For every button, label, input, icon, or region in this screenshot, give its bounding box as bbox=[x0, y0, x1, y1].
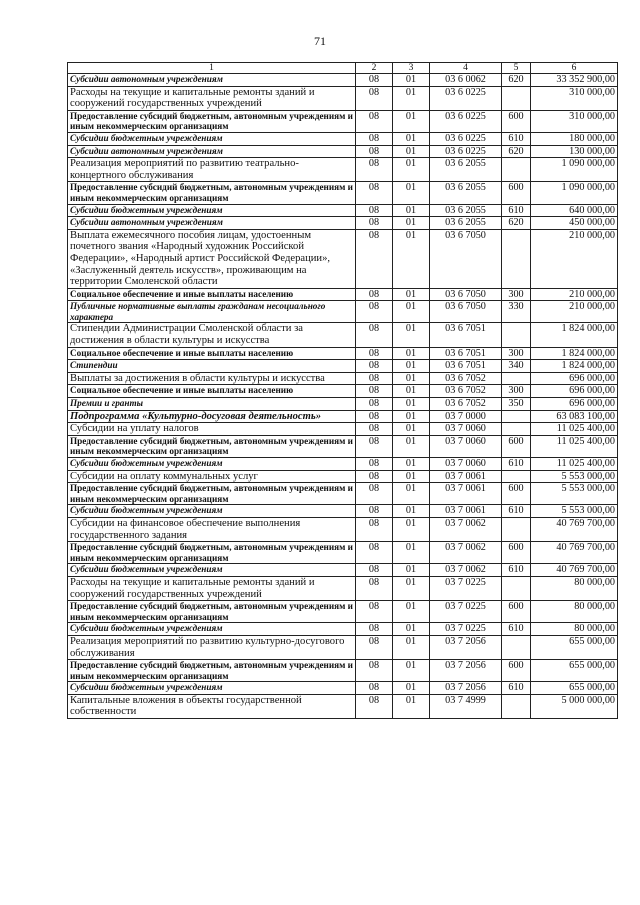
row-name-cell: Публичные нормативные выплаты гражданам несоциального характера bbox=[68, 301, 356, 323]
row-section-cell: 08 bbox=[356, 682, 393, 695]
table-row bbox=[68, 458, 618, 471]
row-name-cell: Стипендии Администрации Смоленской области за достижения в области культуры и искусства bbox=[68, 323, 356, 347]
column-header-1: 1 bbox=[68, 63, 356, 74]
row-subsection-cell: 01 bbox=[393, 623, 430, 636]
row-subsection-cell: 01 bbox=[393, 458, 430, 471]
row-amount-cell: 696 000,00 bbox=[531, 385, 618, 398]
table-row bbox=[68, 505, 618, 518]
row-target-code-cell: 03 7 2056 bbox=[430, 660, 502, 682]
table-row bbox=[68, 564, 618, 577]
table-row bbox=[68, 288, 618, 301]
row-subsection-cell: 01 bbox=[393, 505, 430, 518]
row-subsection-cell: 01 bbox=[393, 483, 430, 505]
row-target-code-cell: 03 7 0060 bbox=[430, 458, 502, 471]
row-expense-type-cell: 600 bbox=[502, 660, 531, 682]
row-subsection-cell: 01 bbox=[393, 601, 430, 623]
row-target-code-cell: 03 6 2055 bbox=[430, 158, 502, 182]
row-subsection-cell: 01 bbox=[393, 301, 430, 323]
row-name-cell: Субсидии бюджетным учреждениям bbox=[68, 458, 356, 471]
column-header-3: 3 bbox=[393, 63, 430, 74]
row-target-code-cell: 03 7 0061 bbox=[430, 470, 502, 483]
row-amount-cell: 655 000,00 bbox=[531, 660, 618, 682]
row-subsection-cell: 01 bbox=[393, 217, 430, 230]
row-section-cell: 08 bbox=[356, 74, 393, 87]
row-name-cell: Социальное обеспечение и иные выплаты населению bbox=[68, 288, 356, 301]
row-expense-type-cell bbox=[502, 229, 531, 288]
table-row bbox=[68, 660, 618, 682]
row-section-cell: 08 bbox=[356, 288, 393, 301]
row-target-code-cell: 03 6 2055 bbox=[430, 182, 502, 204]
row-expense-type-cell: 610 bbox=[502, 204, 531, 217]
table-row bbox=[68, 86, 618, 110]
table-row bbox=[68, 347, 618, 360]
table-row bbox=[68, 158, 618, 182]
row-target-code-cell: 03 7 0060 bbox=[430, 435, 502, 457]
row-expense-type-cell bbox=[502, 470, 531, 483]
row-target-code-cell: 03 7 0062 bbox=[430, 564, 502, 577]
table-row bbox=[68, 635, 618, 659]
row-section-cell: 08 bbox=[356, 542, 393, 564]
row-section-cell: 08 bbox=[356, 505, 393, 518]
row-name-cell: Выплаты за достижения в области культуры и искусства bbox=[68, 372, 356, 385]
row-amount-cell: 40 769 700,00 bbox=[531, 564, 618, 577]
row-amount-cell: 1 090 000,00 bbox=[531, 158, 618, 182]
row-amount-cell: 80 000,00 bbox=[531, 623, 618, 636]
row-section-cell: 08 bbox=[356, 132, 393, 145]
row-section-cell: 08 bbox=[356, 576, 393, 600]
row-expense-type-cell: 600 bbox=[502, 601, 531, 623]
table-header-row bbox=[68, 63, 618, 74]
row-name-cell: Субсидии бюджетным учреждениям bbox=[68, 204, 356, 217]
row-expense-type-cell: 600 bbox=[502, 483, 531, 505]
row-subsection-cell: 01 bbox=[393, 564, 430, 577]
row-subsection-cell: 01 bbox=[393, 110, 430, 132]
page-number: 71 bbox=[314, 34, 326, 48]
row-target-code-cell: 03 7 0062 bbox=[430, 542, 502, 564]
table-row bbox=[68, 542, 618, 564]
row-name-cell: Субсидии автономным учреждениям bbox=[68, 145, 356, 158]
row-amount-cell: 5 000 000,00 bbox=[531, 694, 618, 718]
row-name-cell: Расходы на текущие и капитальные ремонты зданий и сооружений государственных учреждений bbox=[68, 576, 356, 600]
row-name-cell: Капитальные вложения в объекты государственной собственности bbox=[68, 694, 356, 718]
row-expense-type-cell: 340 bbox=[502, 360, 531, 373]
row-section-cell: 08 bbox=[356, 694, 393, 718]
column-header-6: 6 bbox=[531, 63, 618, 74]
row-subsection-cell: 01 bbox=[393, 204, 430, 217]
table-row bbox=[68, 204, 618, 217]
row-target-code-cell: 03 7 0225 bbox=[430, 623, 502, 636]
row-name-cell: Выплата ежемесячного пособия лицам, удостоенным почетного звания «Народный художник Российской Федерации», «Народный артист Российской Федерации», «Заслуженный деятель искусств», проживающим на территории Смоленской области bbox=[68, 229, 356, 288]
table-row bbox=[68, 470, 618, 483]
table-row bbox=[68, 110, 618, 132]
row-section-cell: 08 bbox=[356, 204, 393, 217]
row-target-code-cell: 03 7 0060 bbox=[430, 423, 502, 436]
table-row bbox=[68, 145, 618, 158]
row-target-code-cell: 03 6 2055 bbox=[430, 204, 502, 217]
row-amount-cell: 1 824 000,00 bbox=[531, 360, 618, 373]
row-target-code-cell: 03 6 0225 bbox=[430, 145, 502, 158]
row-amount-cell: 696 000,00 bbox=[531, 372, 618, 385]
row-expense-type-cell bbox=[502, 410, 531, 423]
column-header-4: 4 bbox=[430, 63, 502, 74]
column-header-5: 5 bbox=[502, 63, 531, 74]
row-name-cell: Субсидии на уплату налогов bbox=[68, 423, 356, 436]
row-name-cell: Предоставление субсидий бюджетным, автономным учреждениям и иным некоммерческим организациям bbox=[68, 483, 356, 505]
row-amount-cell: 80 000,00 bbox=[531, 576, 618, 600]
row-subsection-cell: 01 bbox=[393, 660, 430, 682]
row-name-cell: Субсидии бюджетным учреждениям bbox=[68, 623, 356, 636]
row-target-code-cell: 03 6 7052 bbox=[430, 372, 502, 385]
row-target-code-cell: 03 7 2056 bbox=[430, 682, 502, 695]
row-name-cell: Реализация мероприятий по развитию культурно-досугового обслуживания bbox=[68, 635, 356, 659]
table-row bbox=[68, 360, 618, 373]
table-row bbox=[68, 301, 618, 323]
row-subsection-cell: 01 bbox=[393, 347, 430, 360]
row-target-code-cell: 03 6 7051 bbox=[430, 347, 502, 360]
table-row bbox=[68, 517, 618, 541]
row-subsection-cell: 01 bbox=[393, 360, 430, 373]
row-subsection-cell: 01 bbox=[393, 635, 430, 659]
row-subsection-cell: 01 bbox=[393, 410, 430, 423]
row-name-cell: Расходы на текущие и капитальные ремонты зданий и сооружений государственных учреждений bbox=[68, 86, 356, 110]
table-row bbox=[68, 398, 618, 411]
row-target-code-cell: 03 6 0225 bbox=[430, 132, 502, 145]
row-amount-cell: 640 000,00 bbox=[531, 204, 618, 217]
row-name-cell: Субсидии бюджетным учреждениям bbox=[68, 505, 356, 518]
budget-table bbox=[67, 62, 618, 719]
row-section-cell: 08 bbox=[356, 347, 393, 360]
row-expense-type-cell bbox=[502, 694, 531, 718]
table-row bbox=[68, 682, 618, 695]
row-amount-cell: 1 090 000,00 bbox=[531, 182, 618, 204]
row-amount-cell: 210 000,00 bbox=[531, 229, 618, 288]
row-subsection-cell: 01 bbox=[393, 694, 430, 718]
row-target-code-cell: 03 7 0062 bbox=[430, 517, 502, 541]
row-section-cell: 08 bbox=[356, 517, 393, 541]
row-name-cell: Предоставление субсидий бюджетным, автономным учреждениям и иным некоммерческим организациям bbox=[68, 435, 356, 457]
row-section-cell: 08 bbox=[356, 660, 393, 682]
row-amount-cell: 1 824 000,00 bbox=[531, 347, 618, 360]
row-name-cell: Субсидии на финансовое обеспечение выполнения государственного задания bbox=[68, 517, 356, 541]
row-target-code-cell: 03 6 7050 bbox=[430, 229, 502, 288]
row-expense-type-cell bbox=[502, 517, 531, 541]
table-row bbox=[68, 229, 618, 288]
table-row bbox=[68, 435, 618, 457]
table-row bbox=[68, 132, 618, 145]
row-expense-type-cell: 610 bbox=[502, 132, 531, 145]
row-amount-cell: 180 000,00 bbox=[531, 132, 618, 145]
row-expense-type-cell: 300 bbox=[502, 288, 531, 301]
row-target-code-cell: 03 6 7052 bbox=[430, 385, 502, 398]
table-row bbox=[68, 372, 618, 385]
row-expense-type-cell: 620 bbox=[502, 217, 531, 230]
row-section-cell: 08 bbox=[356, 86, 393, 110]
row-name-cell: Социальное обеспечение и иные выплаты населению bbox=[68, 385, 356, 398]
row-subsection-cell: 01 bbox=[393, 323, 430, 347]
row-name-cell: Субсидии автономным учреждениям bbox=[68, 217, 356, 230]
row-section-cell: 08 bbox=[356, 323, 393, 347]
row-section-cell: 08 bbox=[356, 623, 393, 636]
row-expense-type-cell: 600 bbox=[502, 435, 531, 457]
row-subsection-cell: 01 bbox=[393, 288, 430, 301]
row-expense-type-cell: 350 bbox=[502, 398, 531, 411]
budget-table-body bbox=[68, 63, 618, 719]
row-expense-type-cell bbox=[502, 372, 531, 385]
row-section-cell: 08 bbox=[356, 564, 393, 577]
row-target-code-cell: 03 6 7052 bbox=[430, 398, 502, 411]
table-row bbox=[68, 217, 618, 230]
row-target-code-cell: 03 7 0061 bbox=[430, 483, 502, 505]
row-expense-type-cell: 620 bbox=[502, 145, 531, 158]
row-subsection-cell: 01 bbox=[393, 385, 430, 398]
table-row bbox=[68, 423, 618, 436]
row-subsection-cell: 01 bbox=[393, 542, 430, 564]
row-amount-cell: 696 000,00 bbox=[531, 398, 618, 411]
row-target-code-cell: 03 6 0062 bbox=[430, 74, 502, 87]
row-section-cell: 08 bbox=[356, 372, 393, 385]
row-section-cell: 08 bbox=[356, 217, 393, 230]
row-name-cell: Субсидии бюджетным учреждениям bbox=[68, 682, 356, 695]
table-row bbox=[68, 576, 618, 600]
row-subsection-cell: 01 bbox=[393, 145, 430, 158]
row-expense-type-cell: 600 bbox=[502, 542, 531, 564]
column-header-2: 2 bbox=[356, 63, 393, 74]
row-subsection-cell: 01 bbox=[393, 132, 430, 145]
row-subsection-cell: 01 bbox=[393, 470, 430, 483]
row-expense-type-cell bbox=[502, 576, 531, 600]
row-expense-type-cell: 610 bbox=[502, 623, 531, 636]
row-subsection-cell: 01 bbox=[393, 398, 430, 411]
row-name-cell: Подпрограмма «Культурно-досуговая деятельность» bbox=[68, 410, 356, 423]
row-section-cell: 08 bbox=[356, 182, 393, 204]
row-target-code-cell: 03 7 0061 bbox=[430, 505, 502, 518]
row-name-cell: Предоставление субсидий бюджетным, автономным учреждениям и иным некоммерческим организациям bbox=[68, 182, 356, 204]
row-amount-cell: 210 000,00 bbox=[531, 301, 618, 323]
row-section-cell: 08 bbox=[356, 398, 393, 411]
row-name-cell: Социальное обеспечение и иные выплаты населению bbox=[68, 347, 356, 360]
row-expense-type-cell: 610 bbox=[502, 505, 531, 518]
table-row bbox=[68, 623, 618, 636]
row-target-code-cell: 03 6 0225 bbox=[430, 86, 502, 110]
row-expense-type-cell: 300 bbox=[502, 385, 531, 398]
row-section-cell: 08 bbox=[356, 483, 393, 505]
row-target-code-cell: 03 6 7050 bbox=[430, 288, 502, 301]
row-amount-cell: 655 000,00 bbox=[531, 635, 618, 659]
table-row bbox=[68, 483, 618, 505]
row-name-cell: Реализация мероприятий по развитию театрально-концертного обслуживания bbox=[68, 158, 356, 182]
row-expense-type-cell: 610 bbox=[502, 682, 531, 695]
row-amount-cell: 11 025 400,00 bbox=[531, 423, 618, 436]
row-subsection-cell: 01 bbox=[393, 517, 430, 541]
row-section-cell: 08 bbox=[356, 435, 393, 457]
row-amount-cell: 5 553 000,00 bbox=[531, 470, 618, 483]
row-amount-cell: 1 824 000,00 bbox=[531, 323, 618, 347]
row-expense-type-cell bbox=[502, 323, 531, 347]
row-expense-type-cell: 330 bbox=[502, 301, 531, 323]
row-section-cell: 08 bbox=[356, 458, 393, 471]
row-name-cell: Субсидии на оплату коммунальных услуг bbox=[68, 470, 356, 483]
row-subsection-cell: 01 bbox=[393, 182, 430, 204]
row-amount-cell: 63 083 100,00 bbox=[531, 410, 618, 423]
table-row bbox=[68, 74, 618, 87]
row-section-cell: 08 bbox=[356, 410, 393, 423]
row-amount-cell: 655 000,00 bbox=[531, 682, 618, 695]
row-name-cell: Предоставление субсидий бюджетным, автономным учреждениям и иным некоммерческим организациям bbox=[68, 601, 356, 623]
row-name-cell: Премии и гранты bbox=[68, 398, 356, 411]
row-subsection-cell: 01 bbox=[393, 576, 430, 600]
row-section-cell: 08 bbox=[356, 423, 393, 436]
table-row bbox=[68, 601, 618, 623]
row-section-cell: 08 bbox=[356, 158, 393, 182]
row-target-code-cell: 03 7 0000 bbox=[430, 410, 502, 423]
row-expense-type-cell bbox=[502, 635, 531, 659]
row-expense-type-cell: 600 bbox=[502, 110, 531, 132]
row-target-code-cell: 03 7 2056 bbox=[430, 635, 502, 659]
row-amount-cell: 5 553 000,00 bbox=[531, 483, 618, 505]
row-section-cell: 08 bbox=[356, 601, 393, 623]
row-section-cell: 08 bbox=[356, 229, 393, 288]
row-target-code-cell: 03 6 0225 bbox=[430, 110, 502, 132]
row-expense-type-cell: 610 bbox=[502, 564, 531, 577]
row-amount-cell: 11 025 400,00 bbox=[531, 435, 618, 457]
row-amount-cell: 80 000,00 bbox=[531, 601, 618, 623]
table-row bbox=[68, 694, 618, 718]
row-name-cell: Субсидии бюджетным учреждениям bbox=[68, 132, 356, 145]
row-expense-type-cell bbox=[502, 86, 531, 110]
row-amount-cell: 450 000,00 bbox=[531, 217, 618, 230]
row-subsection-cell: 01 bbox=[393, 423, 430, 436]
row-target-code-cell: 03 6 2055 bbox=[430, 217, 502, 230]
table-row bbox=[68, 385, 618, 398]
row-section-cell: 08 bbox=[356, 110, 393, 132]
row-target-code-cell: 03 7 4999 bbox=[430, 694, 502, 718]
row-amount-cell: 40 769 700,00 bbox=[531, 517, 618, 541]
row-name-cell: Стипендии bbox=[68, 360, 356, 373]
row-section-cell: 08 bbox=[356, 145, 393, 158]
row-target-code-cell: 03 6 7050 bbox=[430, 301, 502, 323]
table-row bbox=[68, 182, 618, 204]
row-amount-cell: 33 352 900,00 bbox=[531, 74, 618, 87]
row-expense-type-cell: 620 bbox=[502, 74, 531, 87]
row-target-code-cell: 03 6 7051 bbox=[430, 360, 502, 373]
row-subsection-cell: 01 bbox=[393, 229, 430, 288]
row-amount-cell: 310 000,00 bbox=[531, 110, 618, 132]
row-section-cell: 08 bbox=[356, 385, 393, 398]
row-expense-type-cell: 600 bbox=[502, 182, 531, 204]
row-section-cell: 08 bbox=[356, 470, 393, 483]
row-subsection-cell: 01 bbox=[393, 86, 430, 110]
row-section-cell: 08 bbox=[356, 635, 393, 659]
row-name-cell: Предоставление субсидий бюджетным, автономным учреждениям и иным некоммерческим организациям bbox=[68, 110, 356, 132]
row-amount-cell: 130 000,00 bbox=[531, 145, 618, 158]
row-expense-type-cell: 610 bbox=[502, 458, 531, 471]
row-expense-type-cell bbox=[502, 158, 531, 182]
row-subsection-cell: 01 bbox=[393, 372, 430, 385]
row-target-code-cell: 03 7 0225 bbox=[430, 576, 502, 600]
row-subsection-cell: 01 bbox=[393, 158, 430, 182]
row-expense-type-cell: 300 bbox=[502, 347, 531, 360]
row-subsection-cell: 01 bbox=[393, 682, 430, 695]
row-amount-cell: 210 000,00 bbox=[531, 288, 618, 301]
row-name-cell: Предоставление субсидий бюджетным, автономным учреждениям и иным некоммерческим организациям bbox=[68, 542, 356, 564]
row-section-cell: 08 bbox=[356, 360, 393, 373]
row-name-cell: Субсидии автономным учреждениям bbox=[68, 74, 356, 87]
table-row bbox=[68, 323, 618, 347]
row-subsection-cell: 01 bbox=[393, 74, 430, 87]
row-amount-cell: 5 553 000,00 bbox=[531, 505, 618, 518]
row-section-cell: 08 bbox=[356, 301, 393, 323]
row-amount-cell: 11 025 400,00 bbox=[531, 458, 618, 471]
row-target-code-cell: 03 7 0225 bbox=[430, 601, 502, 623]
row-subsection-cell: 01 bbox=[393, 435, 430, 457]
row-amount-cell: 310 000,00 bbox=[531, 86, 618, 110]
row-name-cell: Предоставление субсидий бюджетным, автономным учреждениям и иным некоммерческим организациям bbox=[68, 660, 356, 682]
table-row bbox=[68, 410, 618, 423]
row-target-code-cell: 03 6 7051 bbox=[430, 323, 502, 347]
row-name-cell: Субсидии бюджетным учреждениям bbox=[68, 564, 356, 577]
row-amount-cell: 40 769 700,00 bbox=[531, 542, 618, 564]
row-expense-type-cell bbox=[502, 423, 531, 436]
